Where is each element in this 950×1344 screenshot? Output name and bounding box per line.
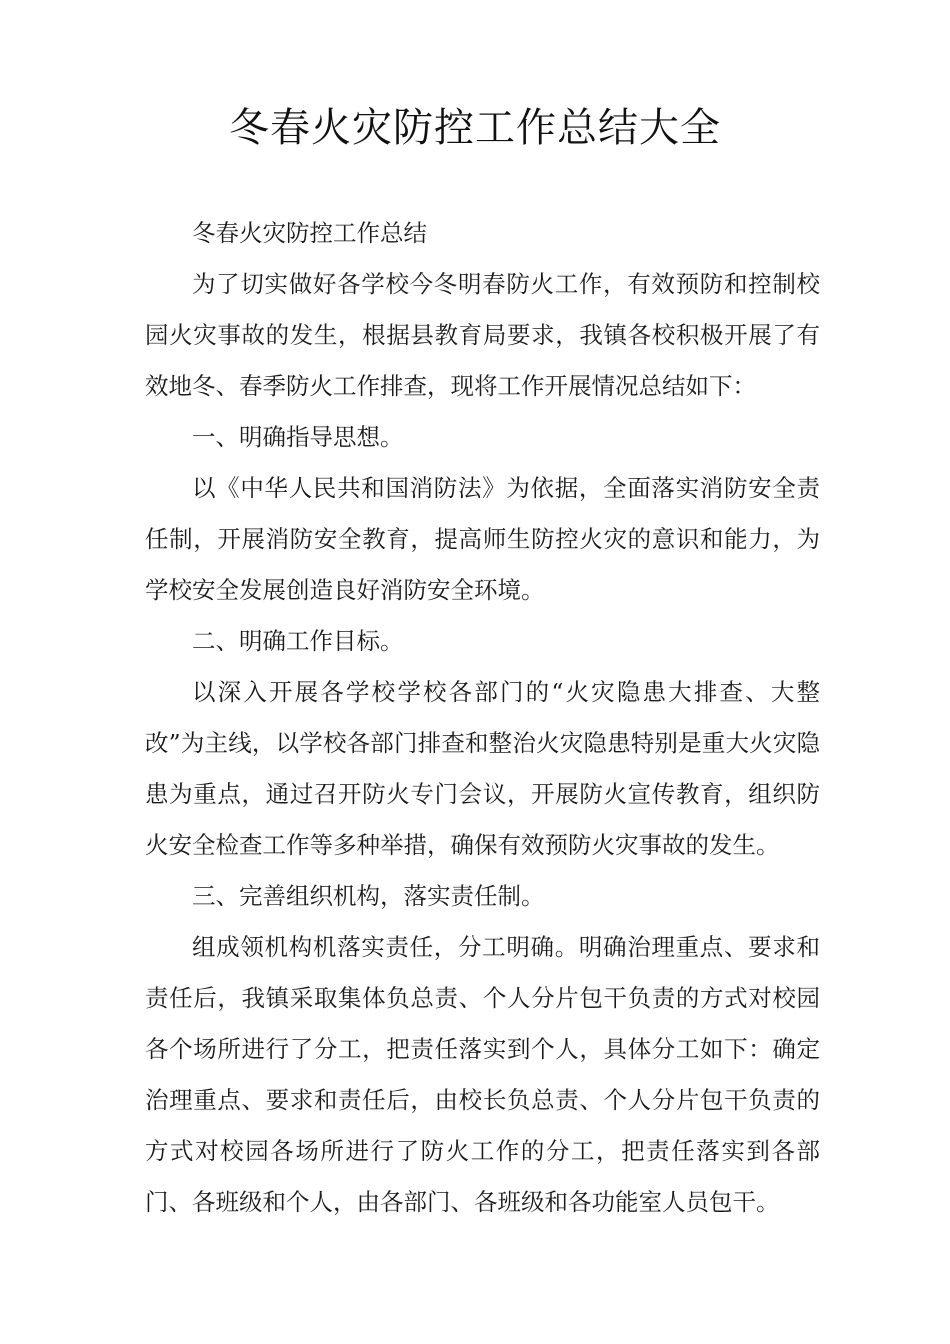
document-body xyxy=(145,208,820,1228)
paragraph-intro: 为了切实做好各学校今冬明春防火工作，有效预防和控制校园火灾事故的发生，根据县教育局要求，我镇各校积极开展了有效地冬、春季防火工作排查，现将工作开展情况总结如下： xyxy=(145,270,820,400)
section-heading-3: 三、完善组织机构，落实责任制。 xyxy=(192,882,545,910)
paragraph-section-2: 以深入开展各学校学校各部门的“火灾隐患大排查、大整改”为主线，以学校各部门排查和整治火灾隐患特别是重大火灾隐患为重点，通过召开防火专门会议，开展防火宣传教育，组织防火安全检查工作等多种举措，确保有效预防火灾事故的发生。 xyxy=(145,678,820,859)
paragraph-section-3: 组成领机构机落实责任，分工明确。明确治理重点、要求和责任后，我镇采取集体负总责、个人分片包干负责的方式对校园各个场所进行了分工，把责任落实到个人，具体分工如下：确定治理重点、要求和责任后，由校长负总责、个人分片包干负责的方式对校园各场所进行了防火工作的分工，把责任落实到各部门、各班级和个人，由各部门、各班级和各功能室人员包干。 xyxy=(145,933,820,1216)
document-title: 冬春火灾防控工作总结大全 xyxy=(229,105,721,151)
paragraph-subtitle: 冬春火灾防控工作总结 xyxy=(192,219,427,247)
paragraph-section-1: 以《中华人民共和国消防法》为依据，全面落实消防安全责任制，开展消防安全教育，提高师生防控火灾的意识和能力，为学校安全发展创造良好消防安全环境。 xyxy=(145,474,820,604)
section-heading-2: 二、明确工作目标。 xyxy=(192,627,404,655)
section-heading-1: 一、明确指导思想。 xyxy=(192,423,404,451)
